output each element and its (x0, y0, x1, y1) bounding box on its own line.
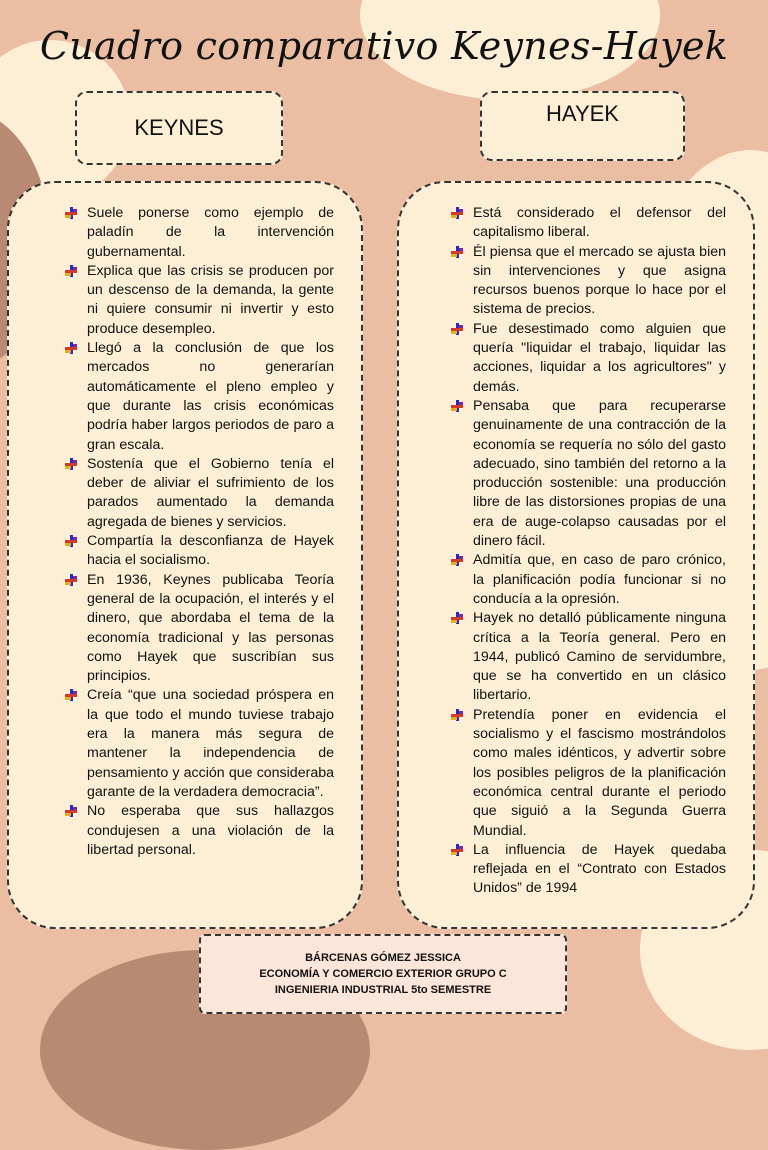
list-item: Pensaba que para recuperarse genuinamente de una contracción de la economía se requería no sólo del gasto adecuado, sino también del retorno a la producción sostenible: una producción libre de las distorsiones propias de una era de auge-colapso causadas por el dinero fácil. (449, 397, 726, 551)
colored-pointer-bullet-icon (451, 709, 463, 721)
list-item: Pretendía poner en evidencia el socialismo y el fascismo mostrándolos como males idénticos, y advertir sobre los posibles peligros de la planificación económica central durante el periodo que siguió a la Segunda Guerra Mundial. (449, 706, 726, 841)
list-item: Él piensa que el mercado se ajusta bien sin intervenciones y que asigna recursos buenos porque lo hace por el sistema de precios. (449, 243, 726, 320)
colored-pointer-bullet-icon (451, 554, 463, 566)
list-item: La influencia de Hayek quedaba reflejada en el “Contrato con Estados Unidos” de 1994 (449, 841, 726, 899)
colored-pointer-bullet-icon (65, 458, 77, 470)
keynes-heading-box (75, 91, 283, 165)
colored-pointer-bullet-icon (65, 342, 77, 354)
colored-pointer-bullet-icon (451, 612, 463, 624)
keynes-heading: KEYNES (134, 115, 224, 140)
list-item: Hayek no detalló públicamente ninguna crítica a la Teoría general. Pero en 1944, publicó Camino de servidumbre, que se ha convertido en un clásico libertario. (449, 609, 726, 705)
list-item: Está considerado el defensor del capitalismo liberal. (449, 204, 726, 243)
list-item: Admitía que, en caso de paro crónico, la planificación podía funcionar si no conducía a la opresión. (449, 551, 726, 609)
list-item: Llegó a la conclusión de que los mercados no generarían automáticamente el pleno empleo y que durante las crisis económicas podría haber largos periodos de paro a gran escala. (63, 339, 334, 455)
author-info-box (199, 934, 567, 1014)
author-name: BÁRCENAS GÓMEZ JESSICA (305, 952, 461, 964)
list-item: Fue desestimado como alguien que quería "liquidar el trabajo, liquidar las acciones, liquidar a los agricultores" y demás. (449, 320, 726, 397)
colored-pointer-bullet-icon (451, 207, 463, 219)
list-item: Suele ponerse como ejemplo de paladín de la intervención gubernamental. (63, 204, 334, 262)
keynes-column (7, 181, 363, 929)
hayek-heading-box (480, 91, 685, 161)
hayek-heading: HAYEK (546, 101, 619, 126)
colored-pointer-bullet-icon (451, 400, 463, 412)
colored-pointer-bullet-icon (65, 689, 77, 701)
list-item: No esperaba que sus hallazgos condujesen a una violación de la libertad personal. (63, 802, 334, 860)
keynes-points-list (63, 204, 334, 860)
list-item: Explica que las crisis se producen por un descenso de la demanda, la gente ni quiere consumir ni invertir y esto produce desempleo. (63, 262, 334, 339)
list-item: Sostenía que el Gobierno tenía el deber de aliviar el sufrimiento de los parados aumentado la demanda agregada de bienes y servicios. (63, 455, 334, 532)
list-item: Compartía la desconfianza de Hayek hacia el socialismo. (63, 532, 334, 571)
colored-pointer-bullet-icon (65, 265, 77, 277)
hayek-column (397, 181, 755, 929)
course-group: ECONOMÍA Y COMERCIO EXTERIOR GRUPO C (259, 968, 507, 980)
colored-pointer-bullet-icon (65, 805, 77, 817)
hayek-points-list (449, 204, 726, 899)
colored-pointer-bullet-icon (65, 535, 77, 547)
list-item: En 1936, Keynes publicaba Teoría general de la ocupación, el interés y el dinero, que abordaba el tema de la economía tradicional y las personas como Hayek que suscribían sus principios. (63, 571, 334, 687)
colored-pointer-bullet-icon (65, 574, 77, 586)
colored-pointer-bullet-icon (65, 207, 77, 219)
list-item: Creía “que una sociedad próspera en la que todo el mundo tuviese trabajo era la manera más segura de mantener la independencia de pensamiento y acción que consideraba garante de la verdadera democracia”. (63, 686, 334, 802)
page-title: Cuadro comparativo Keynes-Hayek (39, 24, 729, 68)
program-semester: INGENIERIA INDUSTRIAL 5to SEMESTRE (274, 984, 492, 996)
colored-pointer-bullet-icon (451, 844, 463, 856)
colored-pointer-bullet-icon (451, 323, 463, 335)
colored-pointer-bullet-icon (451, 246, 463, 258)
